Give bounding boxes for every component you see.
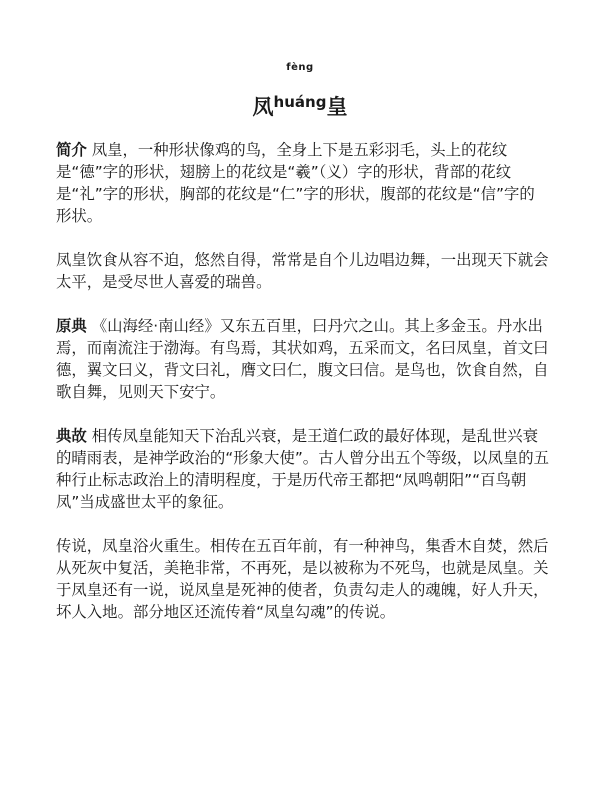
source-paragraph [56,315,550,403]
page-title [0,82,600,127]
source-label: 原典 [56,317,87,335]
intro-text: 凤皇，一种形状像鸡的鸟，全身上下是五彩羽毛，头上的花纹是“德”字的形状，翅膀上的花纹是“羲”（义）字的形状，背部的花纹是“礼”字的形状，胸部的花纹是“仁”字的形状，腹部的花纹是“信”字的形状。 [56,141,535,225]
article-body [56,139,550,645]
legend-text: 传说，凤皇浴火重生。相传在五百年前，有一种神鸟，集香木自焚，然后从死灰中复活，美艳非常，不再死，是以被称为不死鸟，也就是凤皇。关于凤皇还有一说，说凤皇是死神的使者，负责勾走人的魂魄，好人升天，坏人入地。部分地区还流传着“凤皇勾魂”的传说。 [56,537,549,621]
title-char-feng: 凤 [252,95,274,119]
legend-paragraph [56,535,550,623]
intro-paragraph [56,139,550,227]
allusion-paragraph [56,425,550,513]
source-text: 《山海经·南山经》又东五百里，曰丹穴之山。其上多金玉。丹水出焉，而南流注于渤海。有鸟焉，其状如鸡，五采而文，名曰凤皇，首文曰德，翼文曰义，背文曰礼，膺文曰仁，腹文曰信。是鸟也，饮食自然，自歌自舞，见则天下安宁。 [56,317,549,401]
allusion-label: 典故 [56,427,87,445]
pinyin-annotation-feng: fèng [286,62,314,73]
intro-label: 简介 [56,141,87,159]
intro2-text: 凤皇饮食从容不迫，悠然自得，常常是自个儿边唱边舞，一出现天下就会太平，是受尽世人喜爱的瑞兽。 [56,251,549,291]
pinyin-annotation-huang: huáng [273,93,327,111]
allusion-text: 相传凤皇能知天下治乱兴衰，是王道仁政的最好体现，是乱世兴衰的晴雨表，是神学政治的“形象大使”。古人曾分出五个等级，以凤皇的五种行止标志政治上的清明程度，于是历代帝王都把“凤鸣朝阳”“百鸟朝凤”当成盛世太平的象征。 [56,427,550,511]
title-char-huang: 皇 [326,95,348,119]
intro-paragraph-2 [56,249,550,293]
